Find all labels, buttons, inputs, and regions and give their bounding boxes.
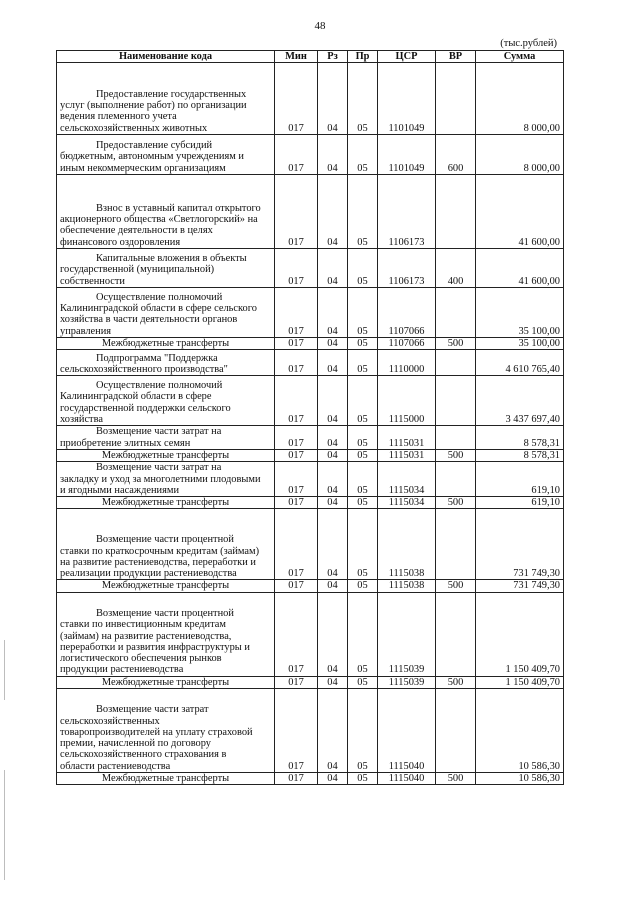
row-csr: 1101049 <box>378 63 436 135</box>
row-vr <box>436 462 476 497</box>
row-min: 017 <box>275 249 318 288</box>
row-name <box>57 135 275 175</box>
scan-edge-mark <box>4 640 5 700</box>
row-name-line: Возмещение части затрат <box>96 704 209 716</box>
row-name-line: товаропроизводителей на уплату страховой <box>60 726 253 738</box>
row-name-line: иным некоммерческим организациям <box>60 162 226 174</box>
row-name-line: переработки и развития инфраструктуры и <box>60 641 250 653</box>
row-name-line <box>60 78 271 89</box>
row-name <box>57 338 275 350</box>
row-pr: 05 <box>348 376 378 426</box>
row-name <box>57 592 275 676</box>
row-csr: 1107066 <box>378 338 436 350</box>
page-number: 48 <box>314 20 326 32</box>
row-rz: 04 <box>318 338 348 350</box>
row-sum: 731 749,30 <box>476 509 564 580</box>
row-rz: 04 <box>318 676 348 688</box>
row-name-line: акционерного общества «Светлогорский» на <box>60 214 258 226</box>
budget-table <box>56 50 564 785</box>
header-vr: ВР <box>436 51 476 63</box>
row-vr: 500 <box>436 580 476 592</box>
row-vr <box>436 509 476 580</box>
row-min: 017 <box>275 773 318 785</box>
row-name <box>57 773 275 785</box>
row-name-line <box>60 523 271 534</box>
row-name-line: реализации продукции растениеводства <box>60 568 237 580</box>
table-row <box>57 135 564 175</box>
row-pr: 05 <box>348 580 378 592</box>
table-row <box>57 288 564 338</box>
row-name-line: приобретение элитных семян <box>60 437 191 449</box>
table-row <box>57 249 564 288</box>
row-csr: 1110000 <box>378 350 436 376</box>
row-sum: 8 000,00 <box>476 135 564 175</box>
table-row <box>57 580 564 592</box>
row-min: 017 <box>275 509 318 580</box>
row-csr: 1115034 <box>378 462 436 497</box>
row-name-line: Капитальные вложения в объекты <box>96 253 247 265</box>
row-min: 017 <box>275 350 318 376</box>
row-sum: 3 437 697,40 <box>476 376 564 426</box>
row-sum: 1 150 409,70 <box>476 592 564 676</box>
row-pr: 05 <box>348 63 378 135</box>
row-vr <box>436 376 476 426</box>
row-vr <box>436 288 476 338</box>
row-name <box>57 580 275 592</box>
table-row <box>57 426 564 450</box>
table-row <box>57 592 564 676</box>
row-vr <box>436 592 476 676</box>
row-rz: 04 <box>318 580 348 592</box>
row-name-line: Межбюджетные трансферты <box>101 676 230 688</box>
row-sum: 4 610 765,40 <box>476 350 564 376</box>
row-pr: 05 <box>348 497 378 509</box>
row-vr: 400 <box>436 249 476 288</box>
row-sum: 1 150 409,70 <box>476 676 564 688</box>
row-vr <box>436 63 476 135</box>
row-name-line: обеспечение деятельности в целях <box>60 225 213 237</box>
row-name-line: сельскохозяйственных животных <box>60 122 208 134</box>
row-csr: 1107066 <box>378 288 436 338</box>
row-vr: 500 <box>436 773 476 785</box>
row-name-line: продукции растениеводства <box>60 664 184 676</box>
row-name-line: сельскохозяйственного производства" <box>60 364 228 375</box>
row-pr: 05 <box>348 135 378 175</box>
row-name <box>57 175 275 249</box>
row-rz: 04 <box>318 462 348 497</box>
row-name <box>57 350 275 376</box>
row-rz: 04 <box>318 249 348 288</box>
row-min: 017 <box>275 135 318 175</box>
header-pr: Пр <box>348 51 378 63</box>
row-name <box>57 497 275 509</box>
table-row <box>57 689 564 773</box>
units-label: (тыс.рублей) <box>500 38 557 49</box>
row-vr: 500 <box>436 338 476 350</box>
row-vr: 600 <box>436 135 476 175</box>
table-row <box>57 676 564 688</box>
row-name-line: услуг (выполнение работ) по организации <box>60 100 247 112</box>
row-rz: 04 <box>318 63 348 135</box>
row-name <box>57 509 275 580</box>
row-min: 017 <box>275 592 318 676</box>
row-name-line: ведения племенного учета <box>60 111 177 123</box>
header-csr: ЦСР <box>378 51 436 63</box>
row-pr: 05 <box>348 509 378 580</box>
table-row <box>57 773 564 785</box>
row-rz: 04 <box>318 497 348 509</box>
row-csr: 1115040 <box>378 773 436 785</box>
table-header-row <box>57 51 564 63</box>
row-pr: 05 <box>348 449 378 461</box>
table-row <box>57 376 564 426</box>
row-name <box>57 376 275 426</box>
header-min: Мин <box>275 51 318 63</box>
row-name-line: Взнос в уставный капитал открытого <box>96 202 261 214</box>
row-name-line: Возмещение части процентной <box>96 534 234 546</box>
row-vr <box>436 426 476 450</box>
row-pr: 05 <box>348 249 378 288</box>
row-min: 017 <box>275 426 318 450</box>
row-name <box>57 689 275 773</box>
row-pr: 05 <box>348 288 378 338</box>
row-sum: 10 586,30 <box>476 689 564 773</box>
row-csr: 1101049 <box>378 135 436 175</box>
row-min: 017 <box>275 689 318 773</box>
row-name <box>57 676 275 688</box>
row-sum: 35 100,00 <box>476 288 564 338</box>
row-rz: 04 <box>318 175 348 249</box>
row-name-line: сельскохозяйственных <box>60 715 160 727</box>
row-name-line: Предоставление субсидий <box>96 140 213 152</box>
row-sum: 41 600,00 <box>476 249 564 288</box>
table-row <box>57 449 564 461</box>
row-name-line: Возмещение части затрат на <box>96 462 222 474</box>
row-min: 017 <box>275 338 318 350</box>
table-row <box>57 338 564 350</box>
row-min: 017 <box>275 497 318 509</box>
row-name-line: управления <box>60 325 112 337</box>
row-csr: 1106173 <box>378 249 436 288</box>
row-name-line: Калининградской области в сфере сельского <box>60 303 257 315</box>
row-sum: 41 600,00 <box>476 175 564 249</box>
row-name-line: логистического обеспечения рынков <box>60 653 222 665</box>
row-name-line: на развитие растениеводства, переработки и <box>60 556 256 568</box>
row-csr: 1115039 <box>378 676 436 688</box>
row-csr: 1115038 <box>378 509 436 580</box>
table-row <box>57 350 564 376</box>
row-name-line: ставки по краткосрочным кредитам (займам) <box>60 545 260 557</box>
row-rz: 04 <box>318 592 348 676</box>
row-name-line: Межбюджетные трансферты <box>101 773 230 785</box>
row-csr: 1115000 <box>378 376 436 426</box>
row-pr: 05 <box>348 689 378 773</box>
table-row <box>57 175 564 249</box>
row-rz: 04 <box>318 288 348 338</box>
row-name <box>57 288 275 338</box>
row-sum: 10 586,30 <box>476 773 564 785</box>
row-pr: 05 <box>348 773 378 785</box>
row-name-line: ставки по инвестиционным кредитам <box>60 619 226 631</box>
row-pr: 05 <box>348 350 378 376</box>
row-min: 017 <box>275 462 318 497</box>
row-csr: 1115031 <box>378 449 436 461</box>
row-sum: 8 000,00 <box>476 63 564 135</box>
row-rz: 04 <box>318 449 348 461</box>
row-min: 017 <box>275 449 318 461</box>
row-rz: 04 <box>318 135 348 175</box>
row-name-line: Осуществление полномочий <box>96 291 223 303</box>
row-name-line: Предоставление государственных <box>96 88 247 100</box>
row-pr: 05 <box>348 462 378 497</box>
row-name-line: области растениеводства <box>60 760 171 772</box>
row-name-line: финансового оздоровления <box>60 236 181 248</box>
header-name: Наименование кода <box>57 51 275 63</box>
header-sum: Сумма <box>476 51 564 63</box>
row-min: 017 <box>275 676 318 688</box>
row-name-line: (займам) на развитие растениеводства, <box>60 630 232 642</box>
row-min: 017 <box>275 288 318 338</box>
row-name-line: Межбюджетные трансферты <box>101 338 230 349</box>
row-vr: 500 <box>436 449 476 461</box>
row-pr: 05 <box>348 175 378 249</box>
row-sum: 619,10 <box>476 497 564 509</box>
row-csr: 1115039 <box>378 592 436 676</box>
row-vr <box>436 689 476 773</box>
row-name-line: премии, начисленной по договору <box>60 738 212 750</box>
row-sum: 8 578,31 <box>476 426 564 450</box>
table-row <box>57 462 564 497</box>
row-rz: 04 <box>318 773 348 785</box>
row-name-line: сельскохозяйственного страхования в <box>60 749 227 761</box>
row-sum: 731 749,30 <box>476 580 564 592</box>
row-name-line: хозяйства в части деятельности органов <box>60 314 238 326</box>
row-name-line: Межбюджетные трансферты <box>101 449 230 461</box>
row-name <box>57 462 275 497</box>
row-name-line: государственной (муниципальной) <box>60 264 215 276</box>
table-row <box>57 509 564 580</box>
row-name <box>57 63 275 135</box>
row-csr: 1115038 <box>378 580 436 592</box>
row-name-line: и ягодными насаждениями <box>60 484 180 496</box>
row-rz: 04 <box>318 350 348 376</box>
row-vr <box>436 350 476 376</box>
row-vr: 500 <box>436 497 476 509</box>
row-min: 017 <box>275 376 318 426</box>
row-rz: 04 <box>318 689 348 773</box>
scan-edge-mark <box>4 770 5 880</box>
row-rz: 04 <box>318 376 348 426</box>
row-name-line: собственности <box>60 275 125 287</box>
row-min: 017 <box>275 175 318 249</box>
row-name-line: Подпрограмма "Поддержка <box>96 352 218 364</box>
table-row <box>57 63 564 135</box>
row-csr: 1115034 <box>378 497 436 509</box>
row-sum: 8 578,31 <box>476 449 564 461</box>
row-name-line: бюджетным, автономным учреждениям и <box>60 151 244 163</box>
row-pr: 05 <box>348 592 378 676</box>
row-name-line: Межбюджетные трансферты <box>101 497 230 509</box>
row-name-line: Калининградской области в сфере <box>60 391 212 403</box>
row-name <box>57 449 275 461</box>
row-name-line: государственной поддержки сельского <box>60 402 231 414</box>
row-csr: 1115031 <box>378 426 436 450</box>
row-vr <box>436 175 476 249</box>
row-sum: 619,10 <box>476 462 564 497</box>
table-row <box>57 497 564 509</box>
row-name-line: Межбюджетные трансферты <box>101 580 230 592</box>
row-vr: 500 <box>436 676 476 688</box>
row-pr: 05 <box>348 676 378 688</box>
row-sum: 35 100,00 <box>476 338 564 350</box>
row-csr: 1106173 <box>378 175 436 249</box>
row-csr: 1115040 <box>378 689 436 773</box>
row-min: 017 <box>275 580 318 592</box>
row-pr: 05 <box>348 338 378 350</box>
row-name-line <box>60 192 271 203</box>
row-name-line: закладку и уход за многолетними плодовыми <box>60 473 261 485</box>
row-name-line: Возмещение части процентной <box>96 608 234 619</box>
row-rz: 04 <box>318 509 348 580</box>
row-pr: 05 <box>348 426 378 450</box>
row-name-line: хозяйства <box>60 414 103 425</box>
row-name <box>57 249 275 288</box>
row-name-line: Возмещение части затрат на <box>96 426 222 438</box>
row-name <box>57 426 275 450</box>
header-rz: Рз <box>318 51 348 63</box>
row-min: 017 <box>275 63 318 135</box>
row-rz: 04 <box>318 426 348 450</box>
row-name-line: Осуществление полномочий <box>96 380 223 392</box>
